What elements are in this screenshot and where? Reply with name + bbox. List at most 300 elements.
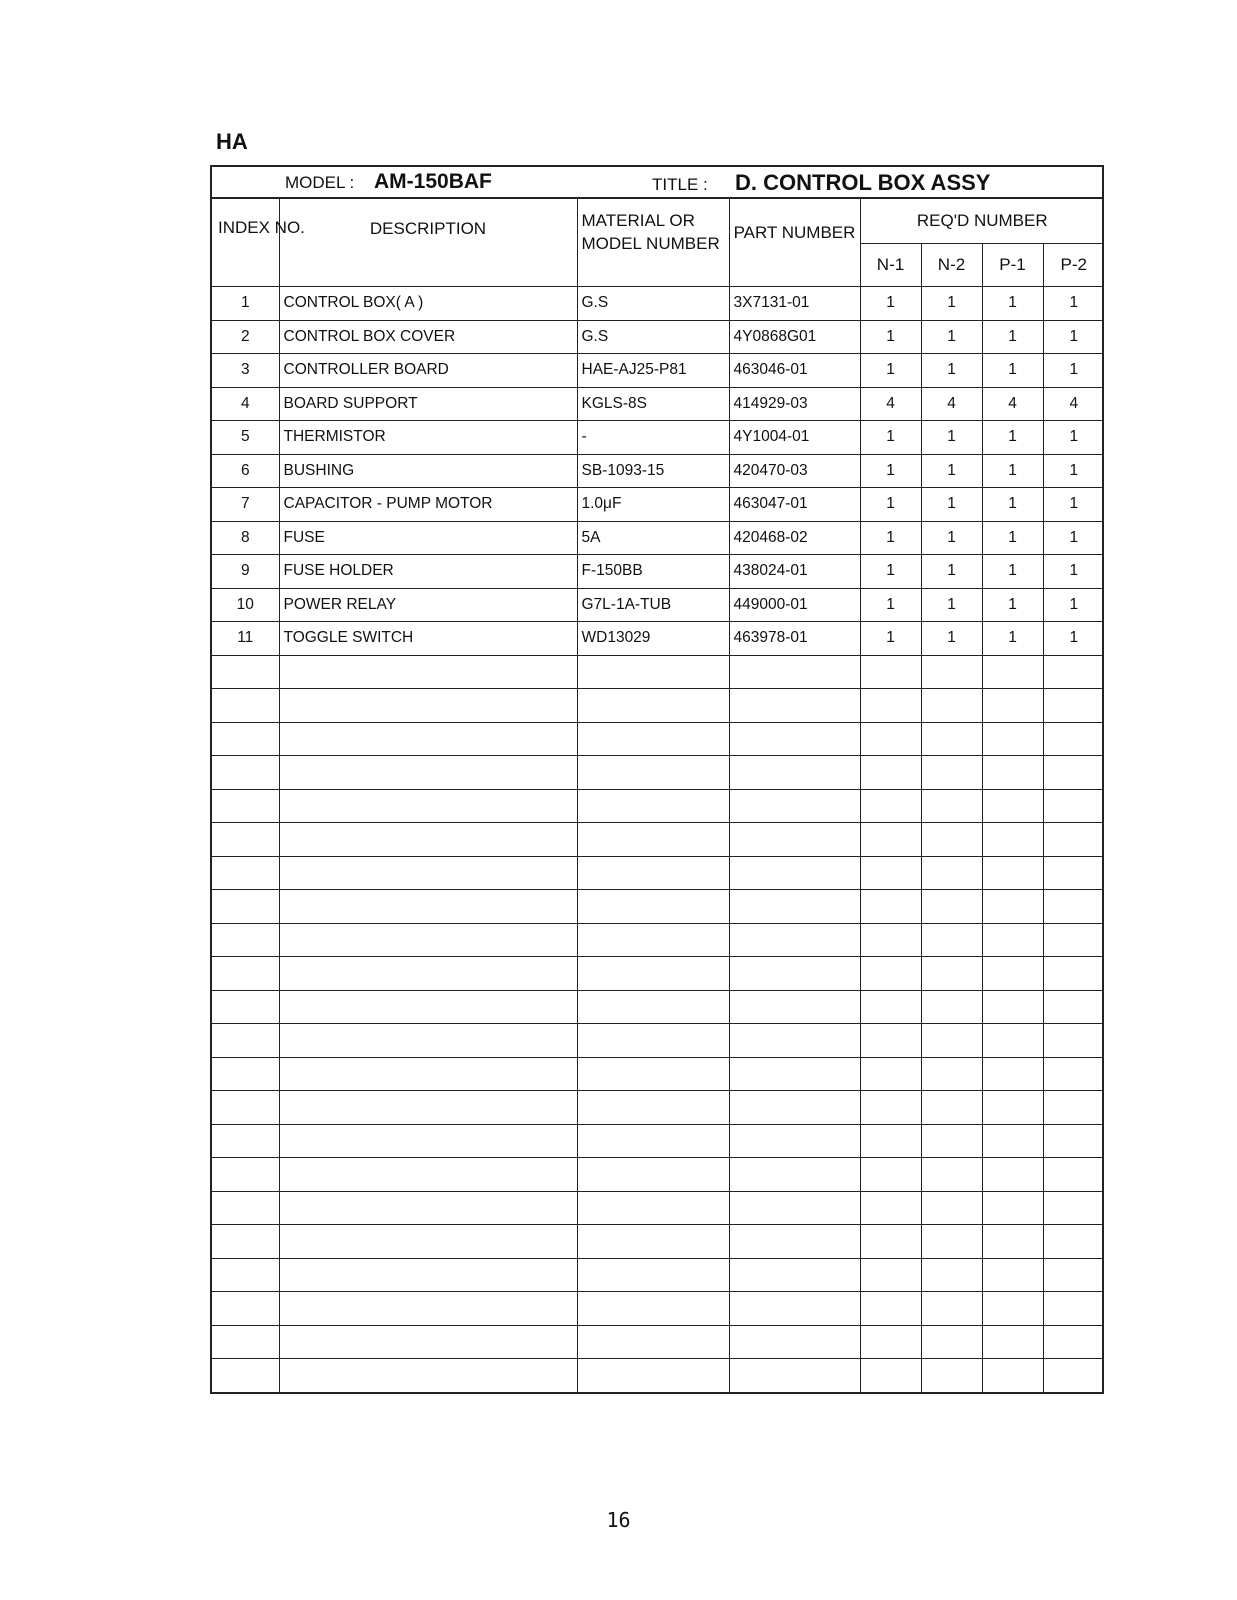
row-index — [212, 1258, 279, 1292]
row-qty-n-1 — [860, 823, 921, 857]
row-material — [577, 1024, 729, 1058]
header-p1: P-1 — [982, 244, 1043, 287]
row-part-number — [729, 1158, 860, 1192]
row-index — [212, 1325, 279, 1359]
row-qty-n-1 — [860, 655, 921, 689]
table-row — [212, 488, 1104, 522]
row-qty-p-2 — [1043, 1158, 1104, 1192]
row-material — [577, 722, 729, 756]
table-row — [212, 990, 1104, 1024]
row-description — [279, 990, 577, 1024]
row-description — [279, 1292, 577, 1326]
row-description — [279, 1057, 577, 1091]
row-qty-n-1: 1 — [860, 588, 921, 622]
row-part-number — [729, 1057, 860, 1091]
row-qty-n-1 — [860, 722, 921, 756]
row-qty-n-2 — [921, 890, 982, 924]
row-part-number — [729, 756, 860, 790]
row-qty-p-2 — [1043, 823, 1104, 857]
row-index: 11 — [212, 622, 279, 656]
row-material — [577, 1191, 729, 1225]
row-qty-n-2: 1 — [921, 454, 982, 488]
row-material: 5A — [577, 521, 729, 555]
row-qty-p-2: 1 — [1043, 421, 1104, 455]
row-material — [577, 823, 729, 857]
row-qty-p-1 — [982, 1292, 1043, 1326]
row-qty-n-2: 1 — [921, 488, 982, 522]
row-part-number — [729, 1258, 860, 1292]
row-qty-n-2 — [921, 823, 982, 857]
row-qty-n-1: 1 — [860, 521, 921, 555]
row-qty-p-1: 1 — [982, 555, 1043, 589]
row-qty-n-1 — [860, 789, 921, 823]
row-qty-p-1 — [982, 1359, 1043, 1392]
header-p2: P-2 — [1043, 244, 1104, 287]
row-description: POWER RELAY — [279, 588, 577, 622]
row-description: BUSHING — [279, 454, 577, 488]
row-description: TOGGLE SWITCH — [279, 622, 577, 656]
row-material: G.S — [577, 320, 729, 354]
table-row — [212, 789, 1104, 823]
row-part-number — [729, 856, 860, 890]
row-description — [279, 756, 577, 790]
table-row — [212, 1091, 1104, 1125]
row-index — [212, 1292, 279, 1326]
row-index — [212, 923, 279, 957]
row-qty-p-1 — [982, 990, 1043, 1024]
row-part-number — [729, 823, 860, 857]
row-description — [279, 1158, 577, 1192]
row-index: 5 — [212, 421, 279, 455]
row-index — [212, 756, 279, 790]
row-part-number: 3X7131-01 — [729, 287, 860, 321]
table-row — [212, 957, 1104, 991]
row-material — [577, 1258, 729, 1292]
row-index — [212, 1124, 279, 1158]
row-qty-p-1: 1 — [982, 320, 1043, 354]
row-qty-n-2: 1 — [921, 421, 982, 455]
row-index — [212, 1158, 279, 1192]
row-qty-n-2 — [921, 789, 982, 823]
row-qty-n-2 — [921, 957, 982, 991]
row-description: FUSE — [279, 521, 577, 555]
table-row — [212, 655, 1104, 689]
row-qty-n-2: 1 — [921, 320, 982, 354]
row-description — [279, 890, 577, 924]
row-qty-p-1 — [982, 756, 1043, 790]
title-row — [212, 167, 1102, 199]
row-material — [577, 990, 729, 1024]
table-row — [212, 1292, 1104, 1326]
row-qty-p-1: 1 — [982, 287, 1043, 321]
row-qty-n-1 — [860, 1225, 921, 1259]
row-material — [577, 1325, 729, 1359]
row-description — [279, 957, 577, 991]
row-qty-n-2 — [921, 1292, 982, 1326]
table-row — [212, 689, 1104, 723]
row-part-number: 463046-01 — [729, 354, 860, 388]
row-qty-p-2 — [1043, 655, 1104, 689]
row-qty-p-2 — [1043, 1124, 1104, 1158]
row-qty-p-1 — [982, 890, 1043, 924]
row-qty-n-2 — [921, 756, 982, 790]
row-index — [212, 722, 279, 756]
parts-table — [212, 199, 1104, 1392]
row-qty-n-2: 1 — [921, 622, 982, 656]
row-index: 7 — [212, 488, 279, 522]
table-row — [212, 555, 1104, 589]
row-qty-p-2: 4 — [1043, 387, 1104, 421]
row-qty-p-2 — [1043, 1024, 1104, 1058]
row-qty-n-2 — [921, 990, 982, 1024]
row-description — [279, 689, 577, 723]
parts-rows — [212, 287, 1104, 1392]
model-label: MODEL : — [285, 173, 355, 192]
table-row — [212, 387, 1104, 421]
row-qty-n-2: 1 — [921, 588, 982, 622]
table-row — [212, 890, 1104, 924]
row-part-number — [729, 1024, 860, 1058]
row-qty-n-2 — [921, 1124, 982, 1158]
row-qty-p-2: 1 — [1043, 287, 1104, 321]
row-qty-p-2: 1 — [1043, 454, 1104, 488]
row-index — [212, 957, 279, 991]
row-material — [577, 1292, 729, 1326]
row-index: 2 — [212, 320, 279, 354]
row-part-number — [729, 1325, 860, 1359]
row-qty-p-1 — [982, 1158, 1043, 1192]
row-qty-p-2 — [1043, 957, 1104, 991]
row-index: 8 — [212, 521, 279, 555]
row-qty-p-1 — [982, 789, 1043, 823]
model-value: AM-150BAF — [374, 170, 492, 193]
table-row — [212, 1258, 1104, 1292]
title-label: TITLE : — [652, 175, 708, 194]
row-material: KGLS-8S — [577, 387, 729, 421]
row-qty-p-2: 1 — [1043, 521, 1104, 555]
row-part-number — [729, 1091, 860, 1125]
row-qty-n-2 — [921, 856, 982, 890]
row-qty-p-1 — [982, 1191, 1043, 1225]
row-material: F-150BB — [577, 555, 729, 589]
row-index — [212, 655, 279, 689]
row-qty-p-2 — [1043, 789, 1104, 823]
row-qty-n-1 — [860, 1325, 921, 1359]
row-description: CAPACITOR - PUMP MOTOR — [279, 488, 577, 522]
row-qty-p-1 — [982, 1091, 1043, 1125]
table-row — [212, 1024, 1104, 1058]
row-description: CONTROL BOX COVER — [279, 320, 577, 354]
row-index — [212, 689, 279, 723]
row-qty-p-2 — [1043, 1258, 1104, 1292]
row-material — [577, 655, 729, 689]
row-material: G.S — [577, 287, 729, 321]
row-qty-n-2: 1 — [921, 354, 982, 388]
row-qty-p-1 — [982, 1225, 1043, 1259]
row-qty-p-1 — [982, 1124, 1043, 1158]
row-qty-n-1 — [860, 923, 921, 957]
row-part-number: 463978-01 — [729, 622, 860, 656]
row-qty-n-1 — [860, 1024, 921, 1058]
table-row — [212, 622, 1104, 656]
row-qty-n-2 — [921, 1158, 982, 1192]
row-index: 1 — [212, 287, 279, 321]
row-qty-p-1 — [982, 722, 1043, 756]
row-qty-n-2 — [921, 722, 982, 756]
row-qty-p-2 — [1043, 1091, 1104, 1125]
row-material — [577, 1225, 729, 1259]
table-row — [212, 823, 1104, 857]
row-description — [279, 722, 577, 756]
row-qty-n-1: 1 — [860, 421, 921, 455]
row-description — [279, 1124, 577, 1158]
row-qty-n-1 — [860, 990, 921, 1024]
row-qty-p-1: 1 — [982, 622, 1043, 656]
row-description — [279, 1258, 577, 1292]
row-part-number — [729, 1191, 860, 1225]
row-qty-p-2: 1 — [1043, 488, 1104, 522]
header-index: INDEX NO. — [212, 199, 279, 287]
row-material — [577, 1124, 729, 1158]
row-part-number — [729, 1292, 860, 1326]
row-qty-p-2 — [1043, 756, 1104, 790]
row-description: CONTROLLER BOARD — [279, 354, 577, 388]
row-qty-n-1: 1 — [860, 454, 921, 488]
parts-sheet — [210, 165, 1104, 1394]
row-part-number — [729, 1124, 860, 1158]
row-qty-p-2: 1 — [1043, 622, 1104, 656]
row-qty-p-1: 1 — [982, 354, 1043, 388]
row-qty-p-1: 1 — [982, 521, 1043, 555]
row-qty-p-2 — [1043, 923, 1104, 957]
table-row — [212, 454, 1104, 488]
row-part-number: 420470-03 — [729, 454, 860, 488]
row-qty-p-1 — [982, 689, 1043, 723]
row-qty-p-1 — [982, 856, 1043, 890]
row-qty-p-1: 1 — [982, 488, 1043, 522]
section-label: HA — [216, 129, 248, 154]
row-qty-n-1 — [860, 756, 921, 790]
row-qty-n-1 — [860, 856, 921, 890]
row-qty-p-1: 1 — [982, 454, 1043, 488]
row-part-number: 4Y0868G01 — [729, 320, 860, 354]
row-description — [279, 1191, 577, 1225]
table-row — [212, 1124, 1104, 1158]
table-row — [212, 1225, 1104, 1259]
row-index — [212, 1091, 279, 1125]
row-index — [212, 990, 279, 1024]
row-index — [212, 1191, 279, 1225]
row-qty-n-1 — [860, 1057, 921, 1091]
row-qty-n-1 — [860, 1124, 921, 1158]
row-part-number — [729, 689, 860, 723]
row-qty-p-2: 1 — [1043, 588, 1104, 622]
row-qty-n-2 — [921, 1359, 982, 1392]
row-qty-n-2: 4 — [921, 387, 982, 421]
row-qty-n-1: 1 — [860, 488, 921, 522]
row-qty-p-2 — [1043, 1359, 1104, 1392]
row-description — [279, 856, 577, 890]
row-qty-p-2 — [1043, 1057, 1104, 1091]
row-qty-n-2: 1 — [921, 521, 982, 555]
row-qty-p-2: 1 — [1043, 555, 1104, 589]
table-row — [212, 1057, 1104, 1091]
table-row — [212, 588, 1104, 622]
header-n1: N-1 — [860, 244, 921, 287]
table-row — [212, 722, 1104, 756]
table-row — [212, 287, 1104, 321]
row-description: CONTROL BOX( A ) — [279, 287, 577, 321]
row-index — [212, 1057, 279, 1091]
table-row — [212, 1359, 1104, 1392]
row-description — [279, 1091, 577, 1125]
row-qty-n-1 — [860, 957, 921, 991]
row-part-number — [729, 923, 860, 957]
row-qty-n-1 — [860, 1091, 921, 1125]
row-index — [212, 890, 279, 924]
row-qty-n-1 — [860, 1258, 921, 1292]
row-index: 3 — [212, 354, 279, 388]
row-description — [279, 923, 577, 957]
row-qty-p-2: 1 — [1043, 354, 1104, 388]
row-qty-p-2 — [1043, 1225, 1104, 1259]
header-material: MATERIAL OR MODEL NUMBER — [577, 199, 729, 287]
row-qty-n-2: 1 — [921, 555, 982, 589]
row-qty-p-1: 1 — [982, 421, 1043, 455]
row-description — [279, 1024, 577, 1058]
row-part-number — [729, 655, 860, 689]
row-qty-n-2 — [921, 1091, 982, 1125]
row-part-number — [729, 722, 860, 756]
row-qty-p-1: 4 — [982, 387, 1043, 421]
row-description — [279, 1359, 577, 1392]
row-index: 4 — [212, 387, 279, 421]
table-row — [212, 320, 1104, 354]
table-row — [212, 1191, 1104, 1225]
row-qty-n-1 — [860, 1158, 921, 1192]
row-qty-p-2 — [1043, 890, 1104, 924]
row-part-number: 414929-03 — [729, 387, 860, 421]
row-qty-n-1: 1 — [860, 287, 921, 321]
row-index — [212, 1024, 279, 1058]
table-row — [212, 521, 1104, 555]
header-part-number: PART NUMBER — [729, 199, 860, 287]
row-qty-n-2 — [921, 923, 982, 957]
row-material: 1.0μF — [577, 488, 729, 522]
row-qty-p-1 — [982, 1325, 1043, 1359]
row-qty-p-1 — [982, 823, 1043, 857]
page-number: 16 — [606, 1508, 631, 1532]
row-material: SB-1093-15 — [577, 454, 729, 488]
row-description — [279, 655, 577, 689]
row-index: 9 — [212, 555, 279, 589]
table-row — [212, 856, 1104, 890]
row-index — [212, 823, 279, 857]
table-row — [212, 1158, 1104, 1192]
row-part-number — [729, 890, 860, 924]
row-description — [279, 789, 577, 823]
row-description — [279, 823, 577, 857]
row-qty-n-1 — [860, 689, 921, 723]
row-index — [212, 1359, 279, 1392]
row-qty-n-2 — [921, 1024, 982, 1058]
row-index: 10 — [212, 588, 279, 622]
row-description — [279, 1325, 577, 1359]
title-value: D. CONTROL BOX ASSY — [735, 170, 991, 195]
row-qty-p-1: 1 — [982, 588, 1043, 622]
row-index: 6 — [212, 454, 279, 488]
row-material: - — [577, 421, 729, 455]
row-part-number: 449000-01 — [729, 588, 860, 622]
header-description: DESCRIPTION — [279, 199, 577, 287]
row-material — [577, 957, 729, 991]
row-qty-n-1: 1 — [860, 354, 921, 388]
row-qty-p-2 — [1043, 856, 1104, 890]
row-qty-p-2 — [1043, 1325, 1104, 1359]
header-reqd-number: REQ'D NUMBER — [860, 199, 1104, 244]
row-qty-p-1 — [982, 1258, 1043, 1292]
row-qty-n-1: 4 — [860, 387, 921, 421]
row-material — [577, 890, 729, 924]
row-material — [577, 789, 729, 823]
row-qty-p-1 — [982, 1057, 1043, 1091]
table-row — [212, 756, 1104, 790]
header-n2: N-2 — [921, 244, 982, 287]
row-index — [212, 789, 279, 823]
row-qty-p-1 — [982, 1024, 1043, 1058]
row-material — [577, 1158, 729, 1192]
row-qty-n-1 — [860, 1191, 921, 1225]
row-qty-n-1 — [860, 890, 921, 924]
row-material — [577, 689, 729, 723]
row-qty-p-1 — [982, 957, 1043, 991]
row-material — [577, 1359, 729, 1392]
row-part-number — [729, 1225, 860, 1259]
row-material: WD13029 — [577, 622, 729, 656]
row-material — [577, 1091, 729, 1125]
row-qty-n-2 — [921, 1258, 982, 1292]
row-index — [212, 1225, 279, 1259]
row-qty-p-2 — [1043, 1292, 1104, 1326]
row-qty-n-2: 1 — [921, 287, 982, 321]
row-qty-p-2 — [1043, 722, 1104, 756]
row-part-number: 438024-01 — [729, 555, 860, 589]
row-index — [212, 856, 279, 890]
row-material — [577, 923, 729, 957]
row-qty-n-2 — [921, 1225, 982, 1259]
row-qty-n-1 — [860, 1359, 921, 1392]
row-material: HAE-AJ25-P81 — [577, 354, 729, 388]
row-part-number: 420468-02 — [729, 521, 860, 555]
row-description: BOARD SUPPORT — [279, 387, 577, 421]
row-material — [577, 1057, 729, 1091]
row-qty-n-1: 1 — [860, 622, 921, 656]
row-qty-n-2 — [921, 1057, 982, 1091]
row-part-number: 4Y1004-01 — [729, 421, 860, 455]
row-qty-n-2 — [921, 655, 982, 689]
row-qty-p-2: 1 — [1043, 320, 1104, 354]
row-part-number — [729, 957, 860, 991]
table-row — [212, 1325, 1104, 1359]
row-description — [279, 1225, 577, 1259]
row-qty-n-1: 1 — [860, 555, 921, 589]
table-row — [212, 354, 1104, 388]
row-qty-p-2 — [1043, 1191, 1104, 1225]
row-material — [577, 756, 729, 790]
row-qty-p-2 — [1043, 990, 1104, 1024]
row-material — [577, 856, 729, 890]
row-part-number — [729, 1359, 860, 1392]
